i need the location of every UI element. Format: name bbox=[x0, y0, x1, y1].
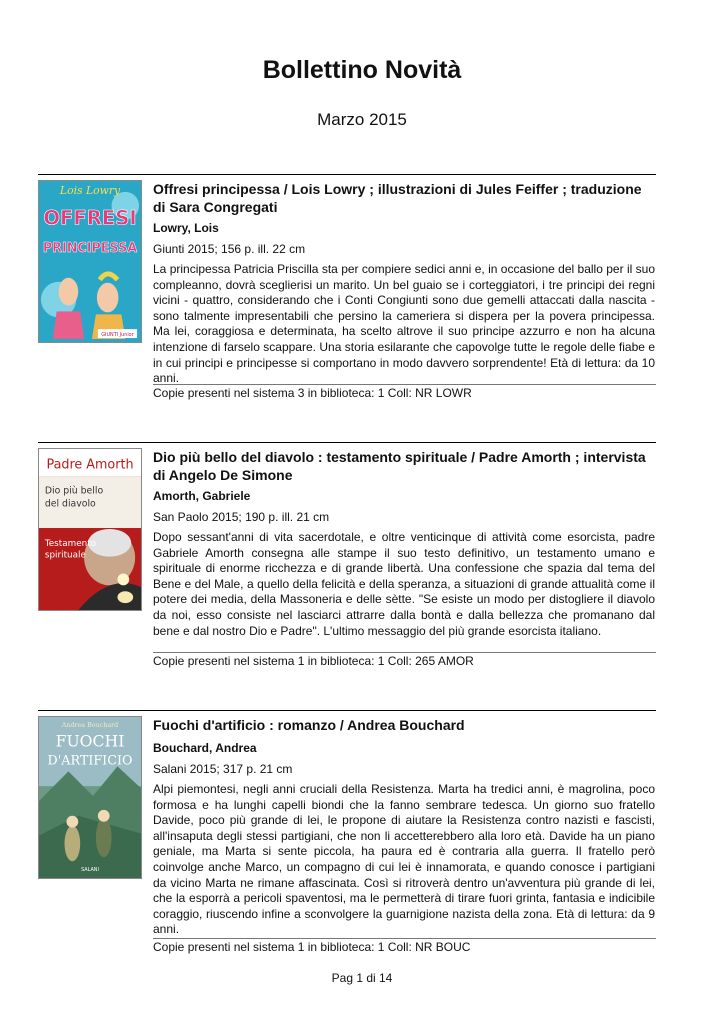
entry-divider bbox=[38, 710, 656, 711]
cover-title-line2: del diavolo bbox=[44, 498, 96, 510]
cover-subtitle-line1: Testamento bbox=[44, 538, 97, 549]
document-subtitle: Marzo 2015 bbox=[317, 110, 407, 129]
cover-author-text: Lois Lowry bbox=[59, 183, 121, 197]
entry-divider bbox=[38, 442, 656, 443]
book-cover[interactable] bbox=[38, 448, 142, 611]
book-copies: Copie presenti nel sistema 1 in biblioteca: 1 Coll: NR BOUC bbox=[153, 938, 656, 955]
cover-author-text: Padre Amorth bbox=[46, 457, 134, 473]
cover-title-line1: Dio più bello bbox=[44, 485, 104, 497]
book-copies: Copie presenti nel sistema 3 in biblioteca: 1 Coll: NR LOWR bbox=[153, 384, 656, 401]
book-info bbox=[153, 716, 655, 938]
cover-publisher: GIUNTI Junior bbox=[101, 332, 134, 339]
cover-subtitle-line2: spirituale bbox=[44, 550, 86, 561]
cover-title-line1: FUOCHI bbox=[55, 731, 125, 751]
cover-author-text: Andrea Bouchard bbox=[61, 720, 119, 729]
book-description: La principessa Patricia Priscilla sta per compiere sedici anni e, in occasione del ballo per il suo compleanno, dovrà sceglierisi un marito. Un bel guaio se i corteggiatori, i tre principi dei regni vicini - quattro, considerando che i Conti Congiunti sono due gemelli attaccati dalla nascita - sono talmente impresentabili che persino la cameriera si dispera per la povera principessa. Ma lei, coraggiosa e determinata, ha scelto altrove il suo principe azzurro e non ha alcuna intenzione di farselo scappare. Una storia esilarante che capovolge tutte le regole delle fiabe e in cui principi e principesse si comportano in modo davvero sorprendente! Età di lettura: da 10 anni. bbox=[153, 262, 655, 386]
book-description: Alpi piemontesi, negli anni cruciali della Resistenza. Marta ha tredici anni, è magrolina, poco formosa e ha lunghi capelli biondi che la fanno sembrare tedesca. Un giorno suo fratello Davide, poco più grande di lei, le propone di aiutare la Resistenza contro nazisti e fascisti, all'insaputa degli stessi partigiani, che non li accetterebbero alla loro età. Davide ha un piano geniale, ma Marta si sente piccola, ha paura ed è contraria alla guerra. Il fratello però coinvolge anche Marco, un compagno di cui lei è innamorata, e quando conosce i partigiani da vicino Marta ne rimane affascinata. Così si ritroverà dentro un'avventura più grande di lei, che la esporrà a pericoli spaventosi, ma le permetterà di tirare fuori grinta, fantasia e indicibile coraggio, riuscendo infine a sconvolgere la guarnigione nazista della zona. Età di lettura: da 9 anni. bbox=[153, 782, 655, 937]
book-publication: Giunti 2015; 156 p. ill. 22 cm bbox=[153, 242, 306, 256]
book-entry bbox=[38, 174, 656, 404]
book-title[interactable]: Offresi principessa / Lois Lowry ; illustrazioni di Jules Feiffer ; traduzione di Sara Congregati bbox=[153, 181, 642, 215]
book-entry bbox=[38, 442, 656, 672]
book-publication: San Paolo 2015; 190 p. ill. 21 cm bbox=[153, 510, 330, 524]
cover-title-line2: D'ARTIFICIO bbox=[47, 753, 133, 769]
cover-illustration bbox=[39, 449, 141, 610]
book-entry bbox=[38, 710, 656, 955]
book-info bbox=[153, 448, 655, 639]
entry-divider bbox=[38, 174, 656, 175]
page-number: Pag 1 di 14 bbox=[331, 971, 393, 985]
cover-publisher: SALANI bbox=[81, 867, 99, 874]
cover-title-line2: PRINCIPESSA bbox=[42, 241, 138, 257]
book-title[interactable]: Dio più bello del diavolo : testamento spirituale / Padre Amorth ; intervista di Angelo De Simone bbox=[153, 449, 646, 483]
book-author: Bouchard, Andrea bbox=[153, 741, 257, 755]
book-title[interactable]: Fuochi d'artificio : romanzo / Andrea Bouchard bbox=[153, 717, 465, 733]
book-cover[interactable] bbox=[38, 180, 142, 343]
book-author: Amorth, Gabriele bbox=[153, 489, 251, 503]
book-info bbox=[153, 180, 655, 387]
book-cover[interactable] bbox=[38, 716, 142, 879]
cover-illustration bbox=[39, 717, 141, 878]
cover-illustration bbox=[39, 181, 141, 342]
book-author: Lowry, Lois bbox=[153, 221, 219, 235]
book-description: Dopo sessant'anni di vita sacerdotale, e oltre venticinque di attività come esorcista, padre Gabriele Amorth consegna alle stampe il suo testo definitivo, un testamento umano e spirituale di enorme ricchezza e di grande libertà. Una confessione che spazia dal tema del Bene e del Male, a quello della felicità e della speranza, a situazioni di grande attualità come il potere dei media, della Massoneria e delle sètte. "Se esiste un modo per distogliere il diavolo da noi, esso consiste nel lasciarci attrarre dalla bontà e dalla bellezza che promanano dal bene e dal nostro Dio e Padre". L'ultimo messaggio del più grande esorcista italiano. bbox=[153, 530, 655, 638]
book-copies: Copie presenti nel sistema 1 in biblioteca: 1 Coll: 265 AMOR bbox=[153, 652, 656, 669]
book-publication: Salani 2015; 317 p. 21 cm bbox=[153, 762, 293, 776]
cover-title-line1: OFFRESI bbox=[43, 206, 137, 230]
document-title: Bollettino Novità bbox=[262, 56, 462, 84]
